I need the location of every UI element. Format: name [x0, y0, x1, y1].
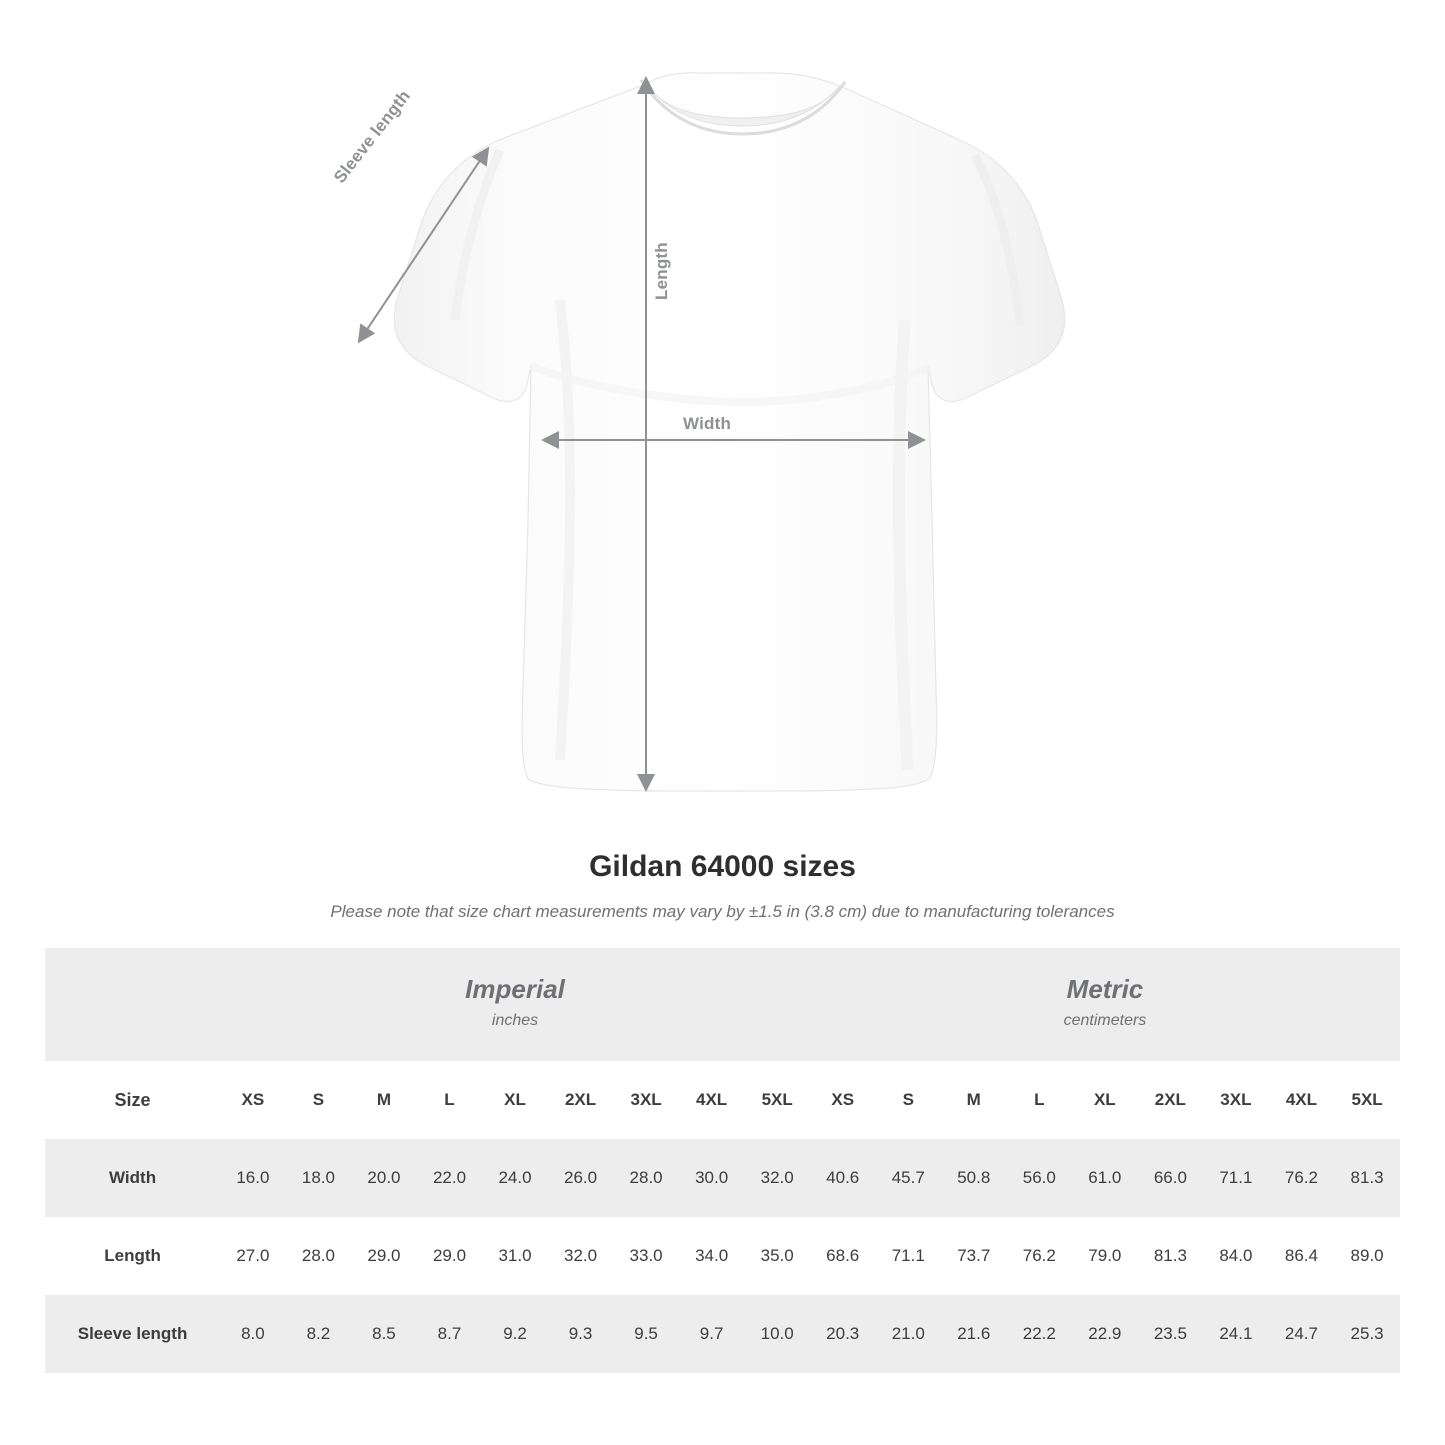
width-label: Width — [683, 414, 732, 433]
cell-sleeve-imperial-6: 9.5 — [613, 1295, 679, 1373]
title-block — [0, 850, 1445, 922]
cell-length-metric-0: 68.6 — [810, 1217, 876, 1295]
cell-sleeve-metric-1: 21.0 — [875, 1295, 941, 1373]
metric-unit-sub: centimeters — [1063, 1011, 1147, 1029]
cell-length-imperial-5: 32.0 — [548, 1217, 614, 1295]
size-header-label: Size — [45, 1061, 220, 1139]
size-header-imperial-5: 2XL — [548, 1061, 614, 1139]
cell-sleeve-imperial-8: 10.0 — [744, 1295, 810, 1373]
size-header-metric-6: 3XL — [1203, 1061, 1269, 1139]
cell-sleeve-metric-3: 22.2 — [1007, 1295, 1073, 1373]
cell-length-imperial-1: 28.0 — [286, 1217, 352, 1295]
cell-length-imperial-2: 29.0 — [351, 1217, 417, 1295]
cell-sleeve-metric-4: 22.9 — [1072, 1295, 1138, 1373]
cell-sleeve-metric-2: 21.6 — [941, 1295, 1007, 1373]
cell-length-metric-2: 73.7 — [941, 1217, 1007, 1295]
cell-width-imperial-8: 32.0 — [744, 1139, 810, 1217]
cell-width-imperial-2: 20.0 — [351, 1139, 417, 1217]
cell-width-metric-2: 50.8 — [941, 1139, 1007, 1217]
cell-width-imperial-3: 22.0 — [417, 1139, 483, 1217]
cell-length-imperial-3: 29.0 — [417, 1217, 483, 1295]
row-label-width: Width — [45, 1139, 220, 1217]
size-header-imperial-2: M — [351, 1061, 417, 1139]
cell-width-metric-7: 76.2 — [1269, 1139, 1335, 1217]
size-header-imperial-3: L — [417, 1061, 483, 1139]
cell-sleeve-metric-7: 24.7 — [1269, 1295, 1335, 1373]
row-label-length: Length — [45, 1217, 220, 1295]
size-header-imperial-1: S — [286, 1061, 352, 1139]
cell-sleeve-imperial-0: 8.0 — [220, 1295, 286, 1373]
size-table-wrap — [45, 948, 1400, 1373]
cell-sleeve-metric-6: 24.1 — [1203, 1295, 1269, 1373]
size-header-metric-0: XS — [810, 1061, 876, 1139]
cell-width-imperial-1: 18.0 — [286, 1139, 352, 1217]
size-header-metric-2: M — [941, 1061, 1007, 1139]
size-header-row — [45, 1061, 1400, 1139]
cell-length-imperial-7: 34.0 — [679, 1217, 745, 1295]
cell-sleeve-imperial-7: 9.7 — [679, 1295, 745, 1373]
cell-length-metric-5: 81.3 — [1138, 1217, 1204, 1295]
cell-length-metric-4: 79.0 — [1072, 1217, 1138, 1295]
sleeve-length-label: Sleeve length — [330, 86, 415, 187]
cell-sleeve-imperial-3: 8.7 — [417, 1295, 483, 1373]
cell-length-metric-1: 71.1 — [875, 1217, 941, 1295]
cell-width-imperial-7: 30.0 — [679, 1139, 745, 1217]
row-label-sleeve-length: Sleeve length — [45, 1295, 220, 1373]
cell-sleeve-imperial-2: 8.5 — [351, 1295, 417, 1373]
cell-width-metric-3: 56.0 — [1007, 1139, 1073, 1217]
size-header-metric-8: 5XL — [1334, 1061, 1400, 1139]
cell-length-imperial-4: 31.0 — [482, 1217, 548, 1295]
table-row — [45, 1139, 1400, 1217]
cell-width-imperial-6: 28.0 — [613, 1139, 679, 1217]
size-header-imperial-6: 3XL — [613, 1061, 679, 1139]
size-header-imperial-8: 5XL — [744, 1061, 810, 1139]
table-row — [45, 1295, 1400, 1373]
cell-sleeve-metric-5: 23.5 — [1138, 1295, 1204, 1373]
size-header-metric-1: S — [875, 1061, 941, 1139]
cell-length-metric-8: 89.0 — [1334, 1217, 1400, 1295]
metric-unit-cell — [810, 948, 1400, 1061]
size-header-metric-3: L — [1007, 1061, 1073, 1139]
cell-width-imperial-5: 26.0 — [548, 1139, 614, 1217]
cell-width-metric-0: 40.6 — [810, 1139, 876, 1217]
cell-width-imperial-0: 16.0 — [220, 1139, 286, 1217]
length-label: Length — [652, 242, 671, 300]
cell-length-imperial-6: 33.0 — [613, 1217, 679, 1295]
size-table — [45, 948, 1400, 1373]
imperial-unit-name: Imperial — [465, 974, 565, 1005]
size-header-imperial-7: 4XL — [679, 1061, 745, 1139]
tolerance-note: Please note that size chart measurements may vary by ±1.5 in (3.8 cm) due to manufacturing tolerances — [330, 902, 1115, 921]
cell-width-metric-1: 45.7 — [875, 1139, 941, 1217]
cell-sleeve-metric-8: 25.3 — [1334, 1295, 1400, 1373]
cell-length-imperial-8: 35.0 — [744, 1217, 810, 1295]
cell-width-metric-6: 71.1 — [1203, 1139, 1269, 1217]
cell-sleeve-imperial-4: 9.2 — [482, 1295, 548, 1373]
metric-unit-name: Metric — [1066, 974, 1144, 1005]
cell-width-metric-5: 66.0 — [1138, 1139, 1204, 1217]
size-header-imperial-0: XS — [220, 1061, 286, 1139]
imperial-unit-sub: inches — [491, 1011, 539, 1029]
cell-sleeve-imperial-1: 8.2 — [286, 1295, 352, 1373]
cell-sleeve-metric-0: 20.3 — [810, 1295, 876, 1373]
size-header-metric-5: 2XL — [1138, 1061, 1204, 1139]
size-header-metric-4: XL — [1072, 1061, 1138, 1139]
cell-width-metric-4: 61.0 — [1072, 1139, 1138, 1217]
unit-header-row — [45, 948, 1400, 1061]
page-title: Gildan 64000 sizes — [589, 850, 856, 883]
cell-width-metric-8: 81.3 — [1334, 1139, 1400, 1217]
cell-width-imperial-4: 24.0 — [482, 1139, 548, 1217]
size-header-imperial-4: XL — [482, 1061, 548, 1139]
size-header-metric-7: 4XL — [1269, 1061, 1335, 1139]
cell-length-metric-7: 86.4 — [1269, 1217, 1335, 1295]
cell-sleeve-imperial-5: 9.3 — [548, 1295, 614, 1373]
cell-length-metric-3: 76.2 — [1007, 1217, 1073, 1295]
unit-spacer-cell — [45, 948, 220, 1061]
cell-length-metric-6: 84.0 — [1203, 1217, 1269, 1295]
imperial-unit-cell — [220, 948, 810, 1061]
cell-length-imperial-0: 27.0 — [220, 1217, 286, 1295]
table-row — [45, 1217, 1400, 1295]
